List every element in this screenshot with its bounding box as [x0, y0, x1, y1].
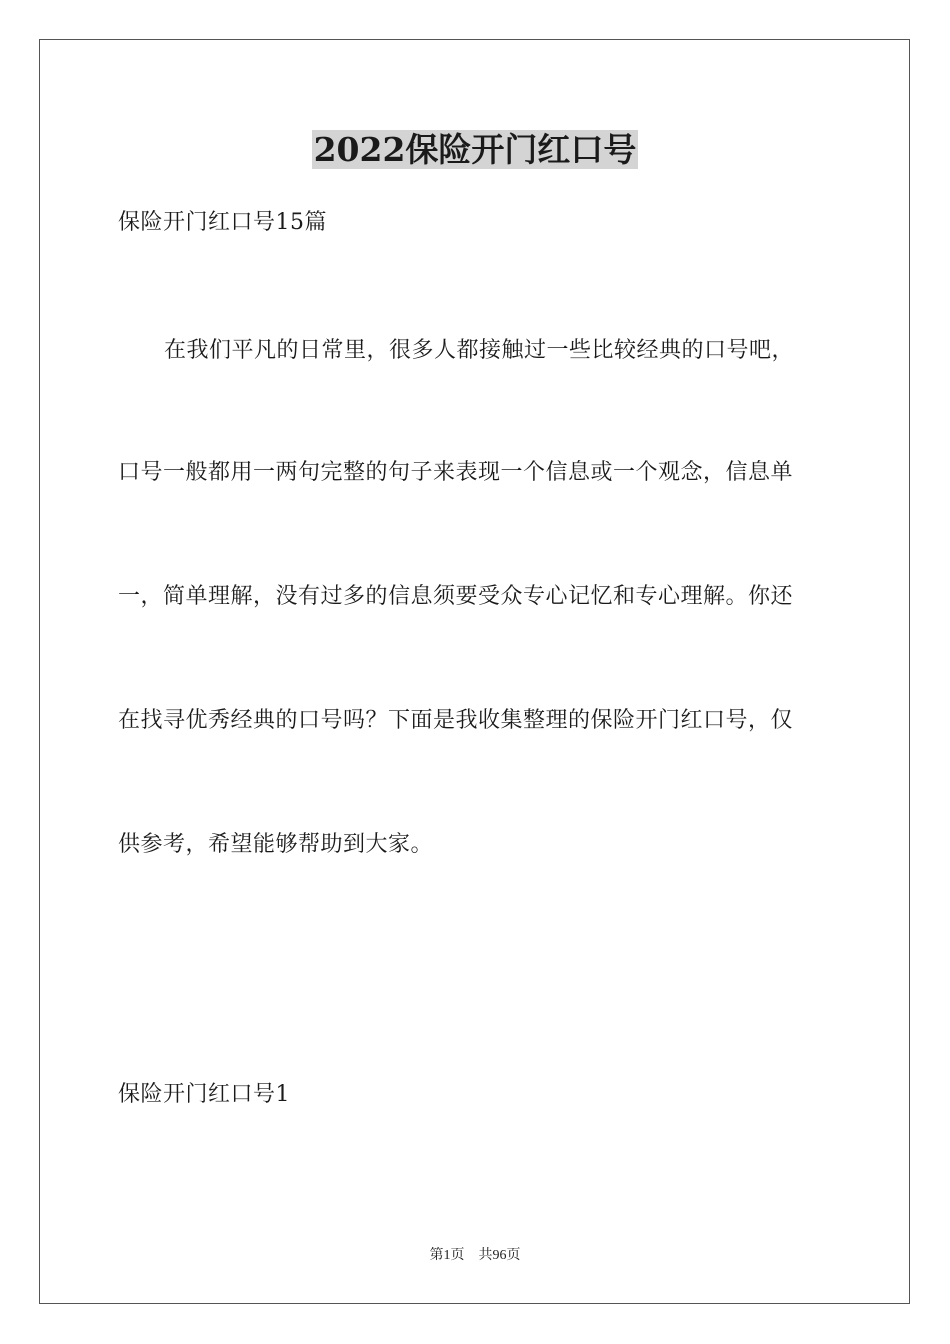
document-title-text: 2022保险开门红口号 [313, 130, 637, 169]
section-heading: 保险开门红口号1 [118, 1082, 290, 1107]
document-subtitle: 保险开门红口号15篇 [118, 210, 327, 235]
page-number: 第1页 [429, 1248, 465, 1263]
page-footer [0, 1246, 950, 1266]
paragraph-line-4: 在找寻优秀经典的口号吗？下面是我收集整理的保险开门红口号，仅 [118, 708, 794, 733]
paragraph-line-3: 一，简单理解，没有过多的信息须要受众专心记忆和专心理解。你还 [118, 584, 794, 609]
document-title [0, 128, 950, 172]
paragraph-line-5: 供参考，希望能够帮助到大家。 [118, 832, 434, 857]
paragraph-line-1: 在我们平凡的日常里，很多人都接触过一些比较经典的口号吧， [164, 338, 795, 363]
page-total: 共96页 [478, 1248, 521, 1263]
paragraph-line-2: 口号一般都用一两句完整的句子来表现一个信息或一个观念，信息单 [118, 460, 794, 485]
